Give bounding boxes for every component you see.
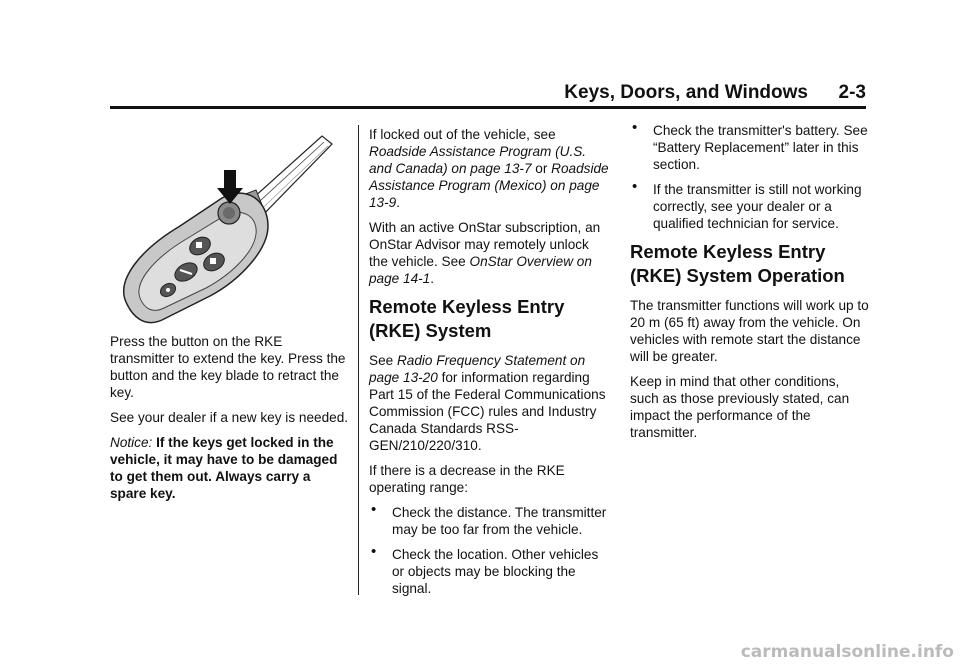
text: for information regarding Part 15 of the Federal Communications Commission (FCC) rules and Industry Canada Standards RSS-GEN/210/220/310. [369, 370, 606, 453]
watermark: carmanualsonline.info [740, 642, 954, 662]
column-divider [358, 125, 359, 595]
column-3 [630, 119, 870, 449]
paragraph: If there is a decrease in the RKE operating range: [369, 463, 565, 495]
text: See [369, 353, 394, 368]
text: . [430, 271, 435, 286]
text: . [396, 195, 400, 210]
key-fob-illustration [110, 130, 342, 330]
bullet-list [369, 501, 609, 597]
bullet-icon: • [632, 178, 638, 195]
bullet-list [630, 119, 870, 232]
bullet-icon: • [371, 543, 377, 560]
notice [110, 434, 350, 502]
cross-reference[interactable]: OnStar Overview on page 14-1 [369, 254, 592, 286]
bullet-icon: • [371, 501, 377, 518]
notice-text: If the keys get locked in the vehicle, it may have to be damaged to get them out. Always carry a spare key. [110, 435, 338, 501]
paragraph: Keep in mind that other conditions, such as those previously stated, can impact the performance of the transmitter. [630, 374, 850, 440]
paragraph [369, 352, 609, 454]
list-item: • Check the location. Other vehicles or objects may be blocking the signal. [371, 543, 599, 596]
paragraph [369, 219, 609, 287]
notice-label: Notice: [110, 435, 153, 450]
column-1-text [110, 333, 350, 510]
text: If locked out of the vehicle, see [369, 127, 556, 142]
section-heading: Remote Keyless Entry (RKE) System Operation [630, 241, 845, 286]
paragraph: See your dealer if a new key is needed. [110, 410, 349, 425]
cross-reference[interactable]: Roadside Assistance Program (Mexico) on page 13-9 [369, 161, 609, 210]
page-header [110, 84, 866, 109]
page-number: 2-3 [838, 82, 866, 103]
section-title: Keys, Doors, and Windows [564, 82, 808, 103]
list-item: • Check the transmitter's battery. See “Battery Replacement” later in this section. [632, 119, 868, 172]
text: With an active OnStar subscription, an OnStar Advisor may remotely unlock the vehicle. See [369, 220, 601, 269]
cross-reference[interactable]: Roadside Assistance Program (U.S. and Canada) on page 13-7 [369, 144, 587, 176]
section-heading: Remote Keyless Entry (RKE) System [369, 296, 565, 341]
paragraph [369, 126, 609, 211]
column-2 [369, 126, 609, 605]
paragraph: Press the button on the RKE transmitter to extend the key. Press the button and the key blade to retract the key. [110, 334, 346, 400]
bullet-icon: • [632, 119, 638, 136]
cross-reference[interactable]: Radio Frequency Statement on page 13-20 [369, 353, 586, 385]
text: or [535, 161, 548, 176]
paragraph: The transmitter functions will work up to 20 m (65 ft) away from the vehicle. On vehicles with remote start the distance will be greater. [630, 298, 869, 364]
list-item: • If the transmitter is still not working correctly, see your dealer or a qualified technician for service. [632, 178, 862, 231]
list-item: • Check the distance. The transmitter may be too far from the vehicle. [371, 501, 607, 537]
